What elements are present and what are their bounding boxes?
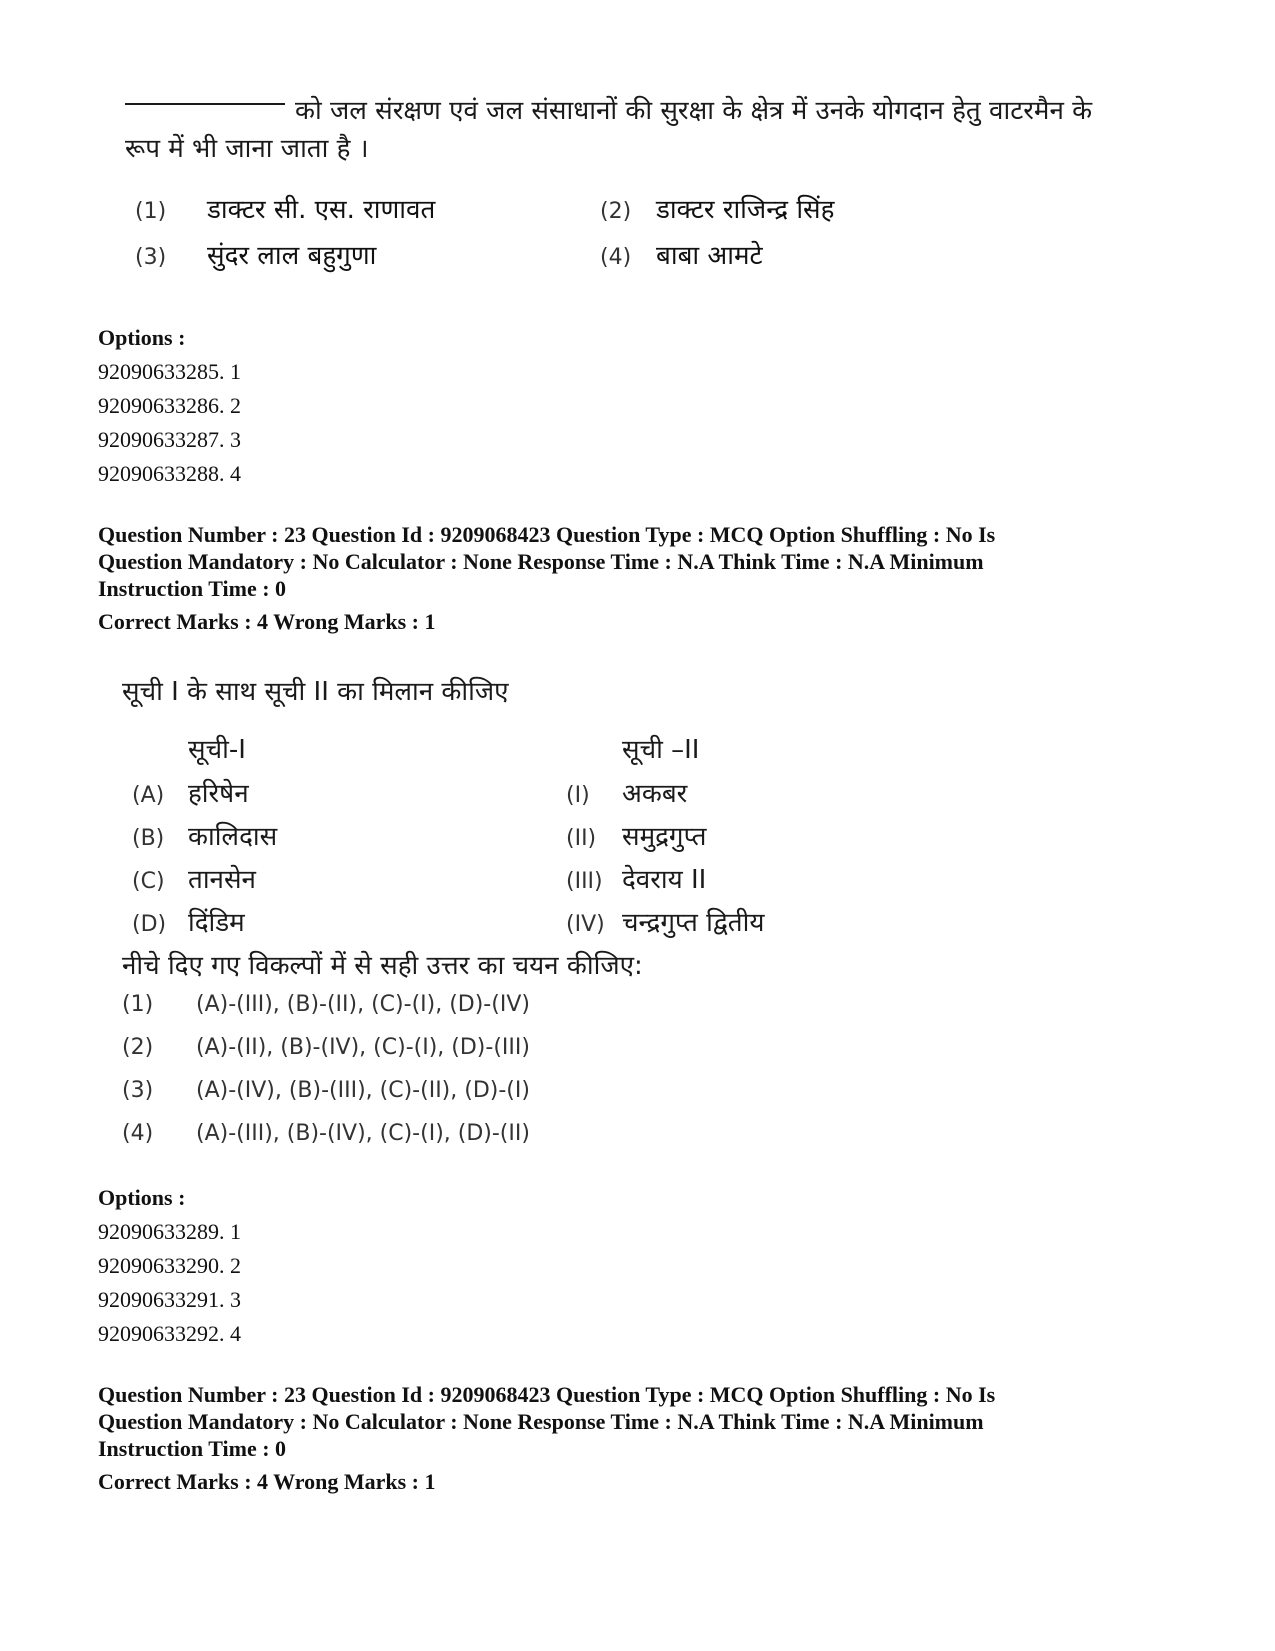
question-1 — [125, 92, 1145, 290]
list-1-item: तानसेन — [188, 865, 256, 895]
meta-line: Question Mandatory : No Calculator : None Response Time : N.A Think Time : N.A Minimum — [98, 1409, 984, 1434]
list-heading-text: सूची-I — [188, 735, 246, 765]
list-1-item: कालिदास — [188, 822, 278, 852]
answer-option — [122, 1121, 530, 1146]
list-2-label: (IV) — [566, 912, 605, 937]
question-1-option — [600, 236, 763, 272]
list-1-label: (D) — [132, 912, 167, 937]
list-1-label: (A) — [132, 783, 165, 808]
answer-number: (3) — [122, 1078, 154, 1103]
list-2-label: (I) — [566, 783, 590, 808]
question-meta-2 — [98, 1381, 1158, 1495]
match-row — [566, 860, 706, 896]
marks-line: Correct Marks : 4 Wrong Marks : 1 — [98, 609, 436, 634]
option-id-item: 92090633285. 1 — [98, 359, 241, 384]
question-1-option — [600, 190, 834, 226]
list-1-item: हरिषेन — [188, 779, 249, 809]
list-2-item: समुद्रगुप्त — [622, 822, 707, 852]
match-row — [566, 903, 764, 939]
list-2-label: (III) — [566, 869, 603, 894]
option-id-item: 92090633291. 3 — [98, 1287, 241, 1312]
question-2-instruction — [122, 672, 509, 708]
list-1-heading — [188, 730, 246, 766]
question-1-stem — [125, 92, 1145, 168]
match-row — [132, 903, 245, 939]
list-1-label: (C) — [132, 869, 165, 894]
option-number: (3) — [135, 245, 167, 270]
option-text: सुंदर लाल बहुगुणा — [207, 241, 377, 271]
option-id-item: 92090633286. 2 — [98, 393, 241, 418]
list-2-item: चन्द्रगुप्त द्वितीय — [622, 908, 765, 938]
option-number: (2) — [600, 199, 632, 224]
match-row — [566, 774, 687, 810]
match-row — [132, 817, 277, 853]
question-1-options — [125, 190, 1145, 290]
list-2-heading — [622, 730, 699, 766]
list-2-label: (II) — [566, 826, 597, 851]
options-list-1 — [98, 321, 241, 491]
options-heading: Options : — [98, 325, 186, 350]
list-2-item: देवराय II — [622, 865, 707, 895]
question-1-stem-line2: रूप में भी जाना जाता है । — [125, 134, 369, 164]
list-1-label: (B) — [132, 826, 165, 851]
list-heading-text: सूची –II — [622, 735, 700, 765]
option-text: बाबा आमटे — [656, 241, 763, 271]
meta-line: Question Mandatory : No Calculator : None Response Time : N.A Think Time : N.A Minimum — [98, 549, 984, 574]
answer-text: (A)-(III), (B)-(II), (C)-(I), (D)-(IV) — [196, 992, 530, 1017]
answer-option — [122, 992, 530, 1017]
answer-text: (A)-(IV), (B)-(III), (C)-(II), (D)-(I) — [196, 1078, 530, 1103]
list-1-item: दिंडिम — [188, 908, 245, 938]
option-id-item: 92090633292. 4 — [98, 1321, 241, 1346]
meta-line: Question Number : 23 Question Id : 9209068423 Question Type : MCQ Option Shuffling : No Is — [98, 1382, 996, 1407]
marks-line: Correct Marks : 4 Wrong Marks : 1 — [98, 1469, 436, 1494]
question-1-option — [135, 190, 435, 226]
question-meta-1 — [98, 521, 1158, 635]
choose-instruction — [122, 946, 643, 982]
options-heading: Options : — [98, 1185, 186, 1210]
options-list-2 — [98, 1181, 241, 1351]
answer-text: (A)-(III), (B)-(IV), (C)-(I), (D)-(II) — [196, 1121, 530, 1146]
option-number: (4) — [600, 245, 632, 270]
option-text: डाक्टर सी. एस. राणावत — [207, 195, 436, 225]
answer-number: (4) — [122, 1121, 154, 1146]
answer-text: (A)-(II), (B)-(IV), (C)-(I), (D)-(III) — [196, 1035, 530, 1060]
meta-line: Question Number : 23 Question Id : 9209068423 Question Type : MCQ Option Shuffling : No Is — [98, 522, 996, 547]
option-id-item: 92090633288. 4 — [98, 461, 241, 486]
answer-number: (1) — [122, 992, 154, 1017]
answer-option — [122, 1035, 530, 1060]
question-1-stem-line1: को जल संरक्षण एवं जल संसाधानों की सुरक्षा के क्षेत्र में उनके योगदान हेतु वाटरमैन के — [295, 96, 1093, 126]
fill-in-blank — [125, 103, 285, 105]
match-row — [132, 774, 249, 810]
meta-line: Instruction Time : 0 — [98, 1436, 287, 1461]
choose-text: नीचे दिए गए विकल्पों में से सही उत्तर का चयन कीजिए: — [122, 951, 643, 981]
meta-line: Instruction Time : 0 — [98, 576, 287, 601]
option-id-item: 92090633289. 1 — [98, 1219, 241, 1244]
match-row — [566, 817, 706, 853]
list-2-item: अकबर — [622, 779, 688, 809]
question-1-option — [135, 236, 376, 272]
option-number: (1) — [135, 199, 167, 224]
instruction-text: सूची I के साथ सूची II का मिलान कीजिए — [122, 677, 509, 707]
match-row — [132, 860, 256, 896]
option-id-item: 92090633287. 3 — [98, 427, 241, 452]
option-text: डाक्टर राजिन्द्र सिंह — [656, 195, 835, 225]
answer-option — [122, 1078, 530, 1103]
answer-number: (2) — [122, 1035, 154, 1060]
option-id-item: 92090633290. 2 — [98, 1253, 241, 1278]
